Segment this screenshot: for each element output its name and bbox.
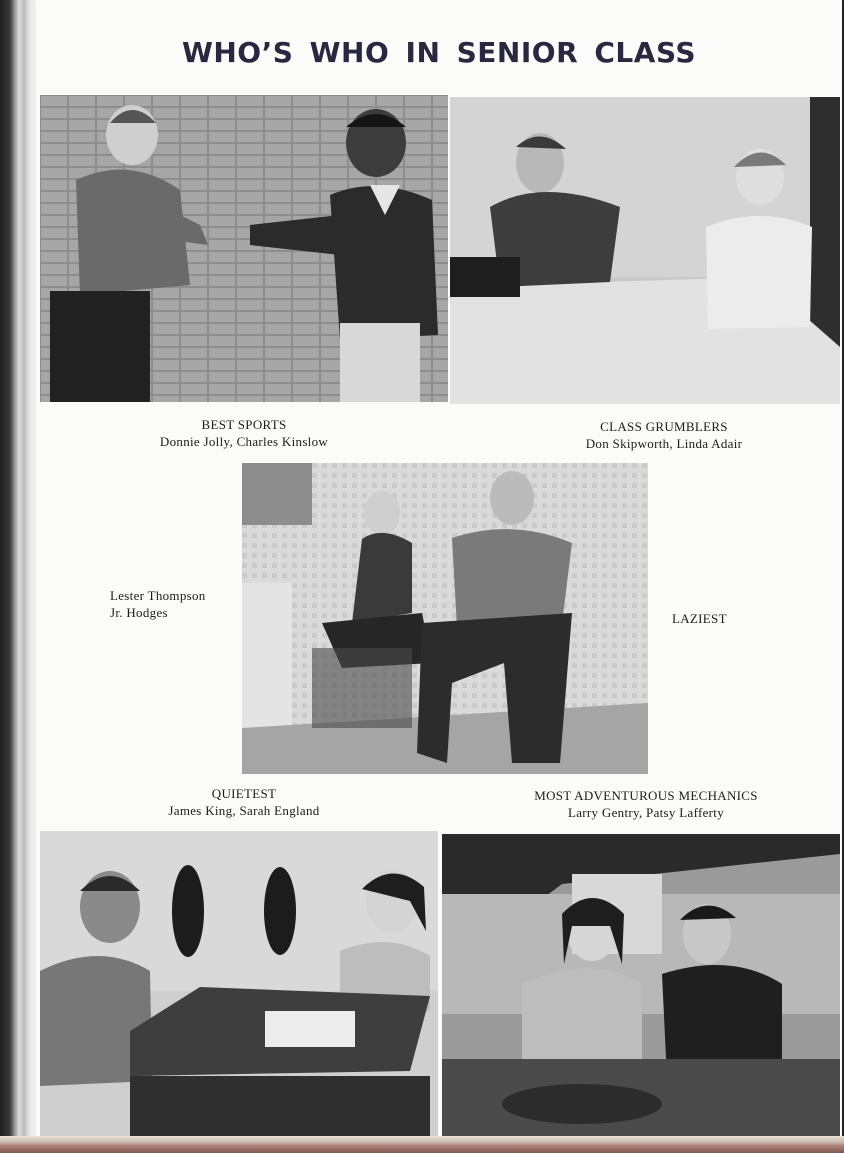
caption-names: James King, Sarah England: [168, 803, 320, 818]
binding-edge: [0, 0, 36, 1153]
caption-laziest-heading: LAZIEST: [672, 611, 727, 626]
photo-laziest: [242, 463, 648, 774]
yearbook-page: [36, 0, 842, 1140]
photo-mechanics: [442, 834, 840, 1136]
page-bottom-edge: [0, 1136, 844, 1153]
page-title: WHO’S WHO IN SENIOR CLASS: [181, 36, 697, 69]
caption-best-sports: [126, 416, 362, 450]
caption-names: Donnie Jolly, Charles Kinslow: [159, 434, 329, 449]
caption-names: Don Skipworth, Linda Adair: [585, 436, 743, 451]
photo-quietest: [40, 831, 438, 1136]
caption-heading: MOST ADVENTUROUS MECHANICS: [534, 788, 758, 803]
caption-heading: BEST SPORTS: [201, 417, 287, 432]
photo-class-grumblers: [450, 97, 840, 404]
caption-names: Larry Gentry, Patsy Lafferty: [567, 805, 725, 820]
caption-quietest: [126, 785, 362, 819]
caption-class-grumblers: [546, 418, 782, 452]
caption-heading: CLASS GRUMBLERS: [600, 419, 728, 434]
caption-name: Lester Thompson: [110, 588, 206, 603]
caption-name: Jr. Hodges: [110, 605, 168, 620]
caption-mechanics: [506, 787, 786, 821]
photo-best-sports: [40, 95, 448, 402]
caption-heading: QUIETEST: [211, 786, 277, 801]
caption-laziest-names: [110, 587, 230, 621]
